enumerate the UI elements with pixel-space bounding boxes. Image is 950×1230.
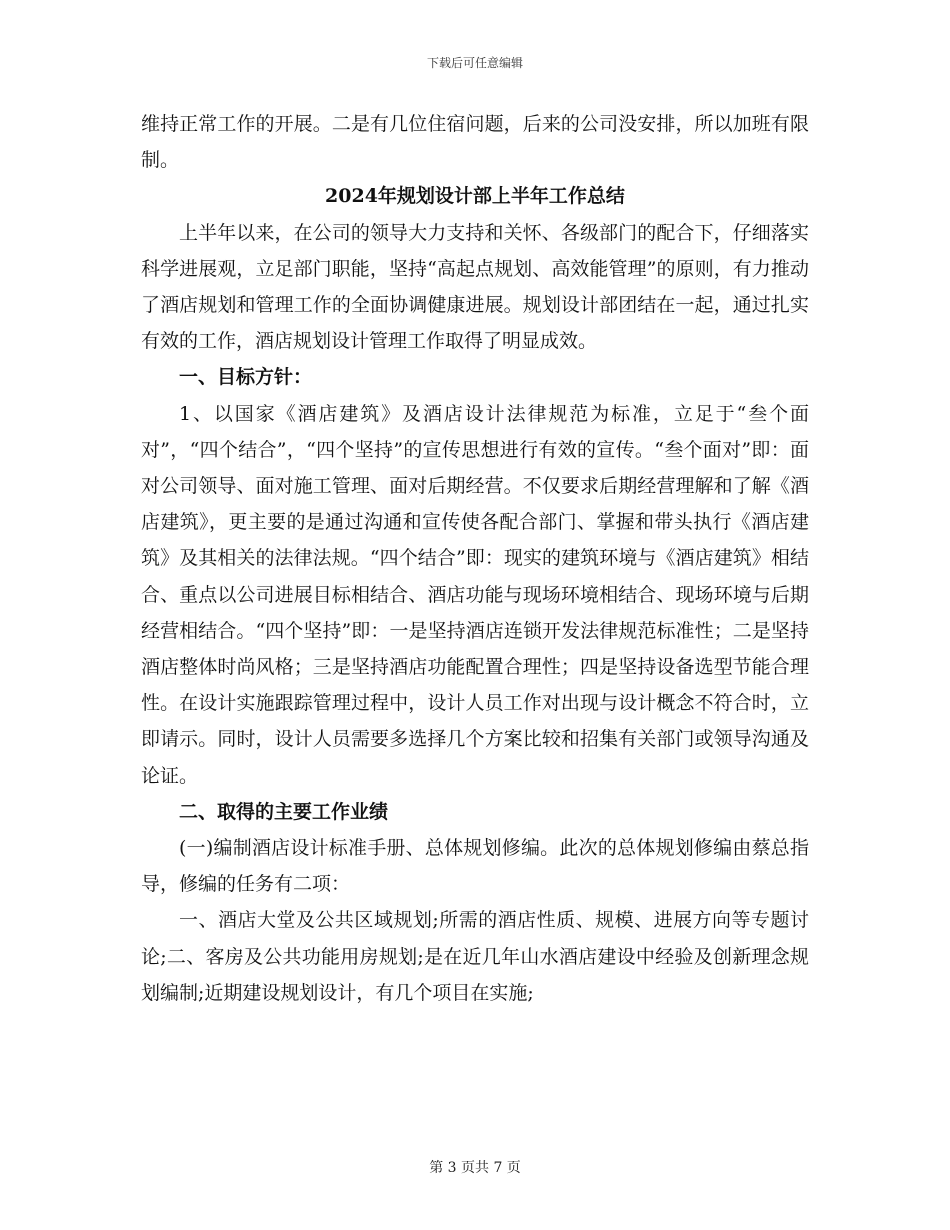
- paragraph-continuation: 维持正常工作的开展。二是有几位住宿问题，后来的公司没安排，所以加班有限制。: [141, 113, 809, 172]
- section-heading-achievements: 二、取得的主要工作业绩: [179, 800, 389, 823]
- page-footer: 第 3 页共 7 页: [429, 1160, 521, 1176]
- paragraph-goals: 1、以国家《酒店建筑》及酒店设计法律规范为标准，立足于“叁个面对”，“四个结合”，“四个坚持”的宣传思想进行有效的宣传。“叁个面对”即：面对公司领导、面对施工管理、面对后期经营。不仅要求后期经营理解和了解《酒店建筑》，更主要的是通过沟通和宣传使各配合部门、掌握和带头执行《酒店建筑》及其相关的法律法规。“四个结合”即：现实的建筑环境与《酒店建筑》相结合、重点以公司进展目标相结合、酒店功能与现场环境相结合、现场环境与后期经营相结合。“四个坚持”即：一是坚持酒店连锁开发法律规范标准性；二是坚持酒店整体时尚风格；三是坚持酒店功能配置合理性；四是坚持设备选型节能合理性。在设计实施跟踪管理过程中，设计人员工作对出现与设计概念不符合时，立即请示。同时，设计人员需要多选择几个方案比较和招集有关部门或领导沟通及论证。: [141, 402, 809, 787]
- paragraph-achievement-2: 一、酒店大堂及公共区域规划;所需的酒店性质、规模、进展方向等专题讨论;二、客房及公共功能用房规划;是在近几年山水酒店建设中经验及创新理念规划编制;近期建设规划设计，有几个项目在实施;: [141, 909, 809, 1004]
- document-body: [141, 106, 809, 1011]
- section-heading-goals: 一、目标方针：: [179, 366, 313, 389]
- paragraph-achievement-1: (一)编制酒店设计标准手册、总体规划修编。此次的总体规划修编由蔡总指导，修编的任务有二项：: [141, 837, 809, 896]
- paragraph-intro: 上半年以来，在公司的领导大力支持和关怀、各级部门的配合下，仔细落实科学进展观，立足部门职能，坚持“高起点规划、高效能管理”的原则，有力推动了酒店规划和管理工作的全面协调健康进展。规划设计部团结在一起，通过扎实有效的工作，酒店规划设计管理工作取得了明显成效。: [141, 221, 809, 353]
- page-header: 下载后可任意编辑: [426, 56, 523, 70]
- document-title: 2024年规划设计部上半年工作总结: [325, 185, 625, 208]
